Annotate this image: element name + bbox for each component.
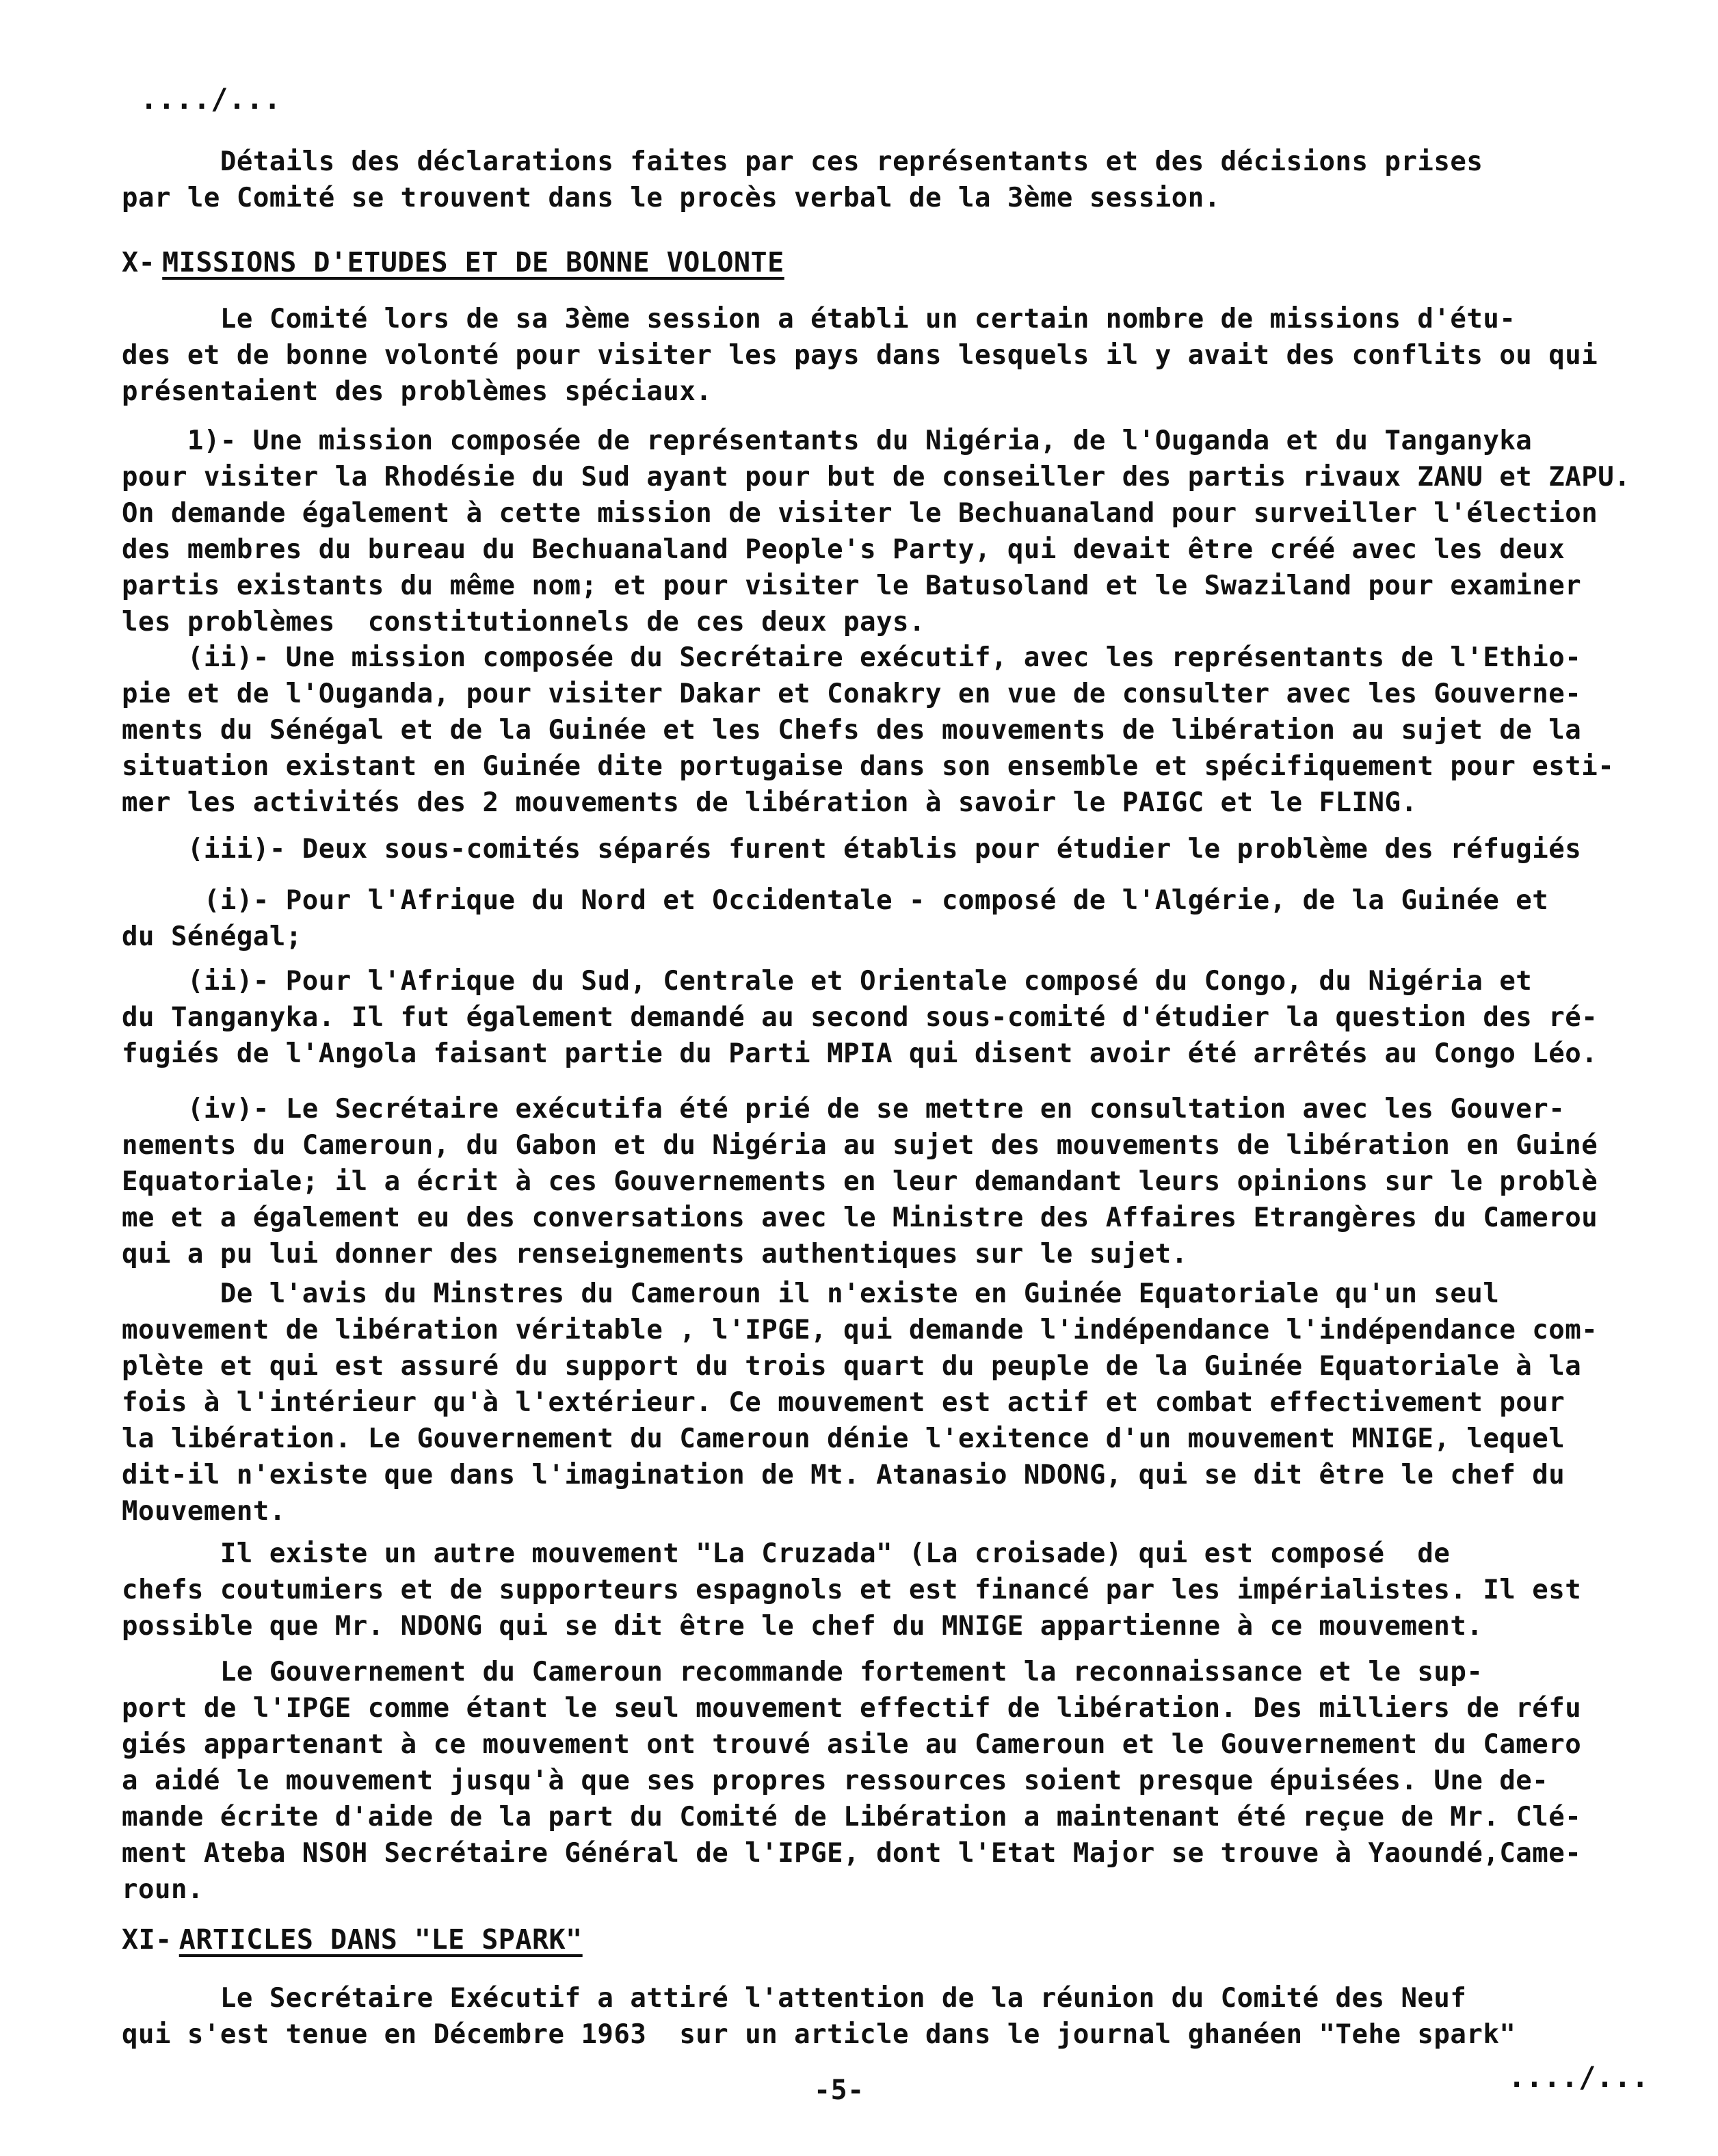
section-xi-heading <box>122 1922 583 1958</box>
cruzada-paragraph: Il existe un autre mouvement "La Cruzada" (La croisade) qui est composé de chefs coutumiers et de supporteurs espagnols et est financé par les impérialistes. Il est possible que Mr. NDONG qui se dit être le chef du MNIGE appartienne à ce mouvement. <box>122 1538 1582 1642</box>
continuation-mark-top: ..../... <box>140 82 282 116</box>
section-x-title: MISSIONS D'ETUDES ET DE BONNE VOLONTE <box>162 247 784 278</box>
subcommittee-i-paragraph: (i)- Pour l'Afrique du Nord et Occidentale - composé de l'Algérie, de la Guinée et du Sénégal; <box>122 885 1549 952</box>
subcommittee-ii-paragraph: (ii)- Pour l'Afrique du Sud, Centrale et Orientale composé du Congo, du Nigéria et du Tanganyka. Il fut également demandé au second sous-comité d'étudier la question des ré- fugiés de l'Angola faisant partie du Parti MPIA qui disent avoir été arrêtés au Congo Léo. <box>122 966 1598 1069</box>
mission-ii-paragraph: (ii)- Une mission composée du Secrétaire exécutif, avec les représentants de l'Ethio- pie et de l'Ouganda, pour visiter Dakar et Conakry en vue de consulter avec les Gouverne- ments du Sénégal et de la Guinée et les Chefs des mouvements de libération au sujet de la situation existant en Guinée dite portugaise dans son ensemble et spécifiquement pour esti- mer les activités des 2 mouvements de libération à savoir le PAIGC et le FLING. <box>122 642 1615 818</box>
continuation-mark-bottom: ..../... <box>1508 2060 1650 2094</box>
section-x-number: X- <box>122 247 156 278</box>
page-number: -5- <box>814 2075 864 2106</box>
cameroun-opinion-paragraph: De l'avis du Minstres du Cameroun il n'existe en Guinée Equatoriale qu'un seul mouvement de libération véritable , l'IPGE, qui demande l'indépendance l'indépendance com- plète et qui est assuré du support du trois quart du peuple de la Guinée Equatoriale à la fois à l'intérieur qu'à l'extérieur. Ce mouvement est actif et combat effectivement pour la libération. Le Gouvernement du Cameroun dénie l'exitence d'un mouvement MNIGE, lequel dit-il n'existe que dans l'imagination de Mt. Atanasio NDONG, qui se dit être le chef du Mouvement. <box>122 1278 1598 1527</box>
cameroun-recommendation-paragraph: Le Gouvernement du Cameroun recommande fortement la reconnaissance et le sup- port de l'IPGE comme étant le seul mouvement effectif de libération. Des milliers de réfu giés appartenant à ce mouvement ont trouvé asile au Cameroun et le Gouvernement du Camero a aidé le mouvement jusqu'à que ses propres ressources soient presque épuisées. Une de- mande écrite d'aide de la part du Comité de Libération a maintenant été reçue de Mr. Clé- ment Ateba NSOH Secrétaire Général de l'IPGE, dont l'Etat Major se trouve à Yaoundé,Came- roun. <box>122 1657 1582 1905</box>
section-x-heading <box>122 245 784 281</box>
mission-1-paragraph: 1)- Une mission composée de représentants du Nigéria, de l'Ouganda et du Tanganyka pour visiter la Rhodésie du Sud ayant pour but de conseiller des partis rivaux ZANU et ZAPU. On demande également à cette mission de visiter le Bechuanaland pour surveiller l'élection des membres du bureau du Bechuanaland People's Party, qui devait être créé avec les deux partis existants du même nom; et pour visiter le Batusoland et le Swaziland pour examiner les problèmes constitutionnels de ces deux pays. <box>122 425 1631 637</box>
section-xi-paragraph: Le Secrétaire Exécutif a attiré l'attention de la réunion du Comité des Neuf qui s'est tenue en Décembre 1963 sur un article dans le journal ghanéen "Tehe spark" <box>122 1983 1516 2050</box>
mission-iv-paragraph: (iv)- Le Secrétaire exécutifa été prié de se mettre en consultation avec les Gouver- nements du Cameroun, du Gabon et du Nigéria au sujet des mouvements de libération en Guiné Equatoriale; il a écrit à ces Gouvernements en leur demandant leurs opinions sur le problè me et a également eu des conversations avec le Ministre des Affaires Etrangères du Camerou qui a pu lui donner des renseignements authentiques sur le sujet. <box>122 1094 1598 1270</box>
section-xi-number: XI- <box>122 1924 172 1956</box>
intro-paragraph: Détails des déclarations faites par ces représentants et des décisions prises par le Comité se trouvent dans le procès verbal de la 3ème session. <box>122 146 1483 213</box>
mission-iii-paragraph: (iii)- Deux sous-comités séparés furent établis pour étudier le problème des réfugiés <box>122 834 1582 865</box>
section-xi-title: ARTICLES DANS "LE SPARK" <box>179 1924 583 1956</box>
section-x-intro: Le Comité lors de sa 3ème session a établi un certain nombre de missions d'étu- des et de bonne volonté pour visiter les pays dans lesquels il y avait des conflits ou qui présentaient des problèmes spéciaux. <box>122 304 1598 407</box>
